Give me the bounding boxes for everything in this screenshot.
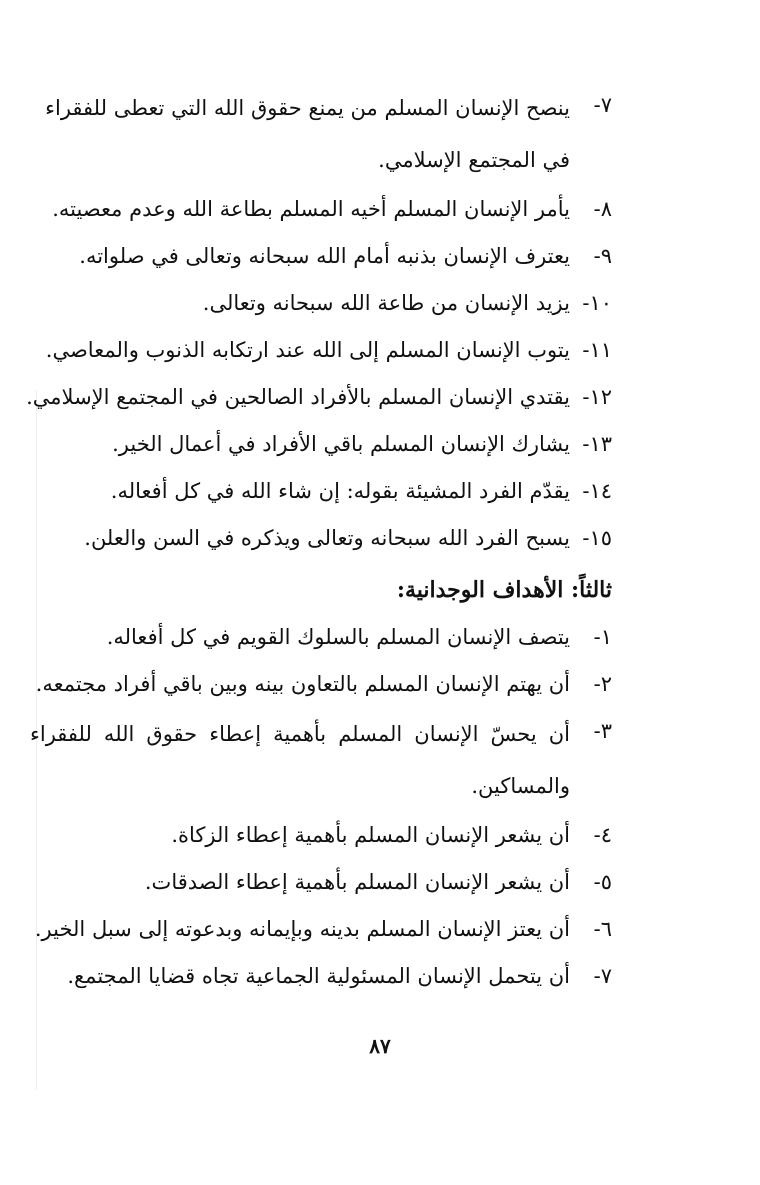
item-text: يسبح الفرد الله سبحانه وتعالى ويذكره في السن والعلن. [84,526,570,550]
list-item [0,515,760,562]
list-item [0,906,760,953]
item-text: يزيد الإنسان من طاعة الله سبحانه وتعالى. [202,291,570,315]
list-item [0,421,760,468]
item-number: ٣- [593,719,612,743]
list-item [0,186,760,233]
list-item [0,327,760,374]
list-item [0,812,760,859]
list-item [0,468,760,515]
list-item [0,374,760,421]
item-text: أن يشعر الإنسان المسلم بأهمية إعطاء الصدقات. [144,870,570,894]
item-text: يشارك الإنسان المسلم باقي الأفراد في أعمال الخير. [112,432,570,456]
item-number: ١٤- [582,479,612,503]
item-number: ٦- [593,917,612,941]
item-text: يتوب الإنسان المسلم إلى الله عند ارتكابه الذنوب والمعاصي. [45,338,570,362]
item-number: ٢- [593,672,612,696]
item-number: ٩- [593,244,612,268]
item-number: ١٠- [582,291,612,315]
item-text: يتصف الإنسان المسلم بالسلوك القويم في كل أفعاله. [106,625,570,649]
item-number: ١٣- [582,432,612,456]
item-number: ٧- [593,964,612,988]
item-number: ١٥- [582,526,612,550]
list-item [0,661,760,708]
item-number: ٤- [593,823,612,847]
list-item [0,708,760,812]
list-item [0,233,760,280]
item-number: ٥- [593,870,612,894]
item-text: أن يشعر الإنسان المسلم بأهمية إعطاء الزكاة. [171,823,570,847]
item-number: ١١- [582,338,612,362]
item-text: يعترف الإنسان بذنبه أمام الله سبحانه وتعالى في صلواته. [79,244,570,268]
list-item [0,859,760,906]
item-number: ١- [593,625,612,649]
item-number: ٧- [593,93,612,117]
page-number: ٨٧ [369,1034,391,1058]
list-item [0,614,760,661]
affective-objectives-list [0,614,760,1000]
item-text: ينصح الإنسان المسلم من يمنع حقوق الله التي تعطى للفقراء في المجتمع الإسلامي. [45,96,570,172]
item-text: أن يتحمل الإنسان المسئولية الجماعية تجاه قضايا المجتمع. [67,964,570,988]
item-text: يقدّم الفرد المشيئة بقوله: إن شاء الله في كل أفعاله. [110,479,570,503]
item-text: يأمر الإنسان المسلم أخيه المسلم بطاعة الله وعدم معصيته. [52,197,570,221]
list-item [0,280,760,327]
item-text: أن يعتز الإنسان المسلم بدينه وبإيمانه وبدعوته إلى سبل الخير. [34,917,570,941]
list-item [0,82,760,186]
section-heading: ثالثاً: الأهداف الوجدانية: [396,577,612,603]
objectives-list-continued [0,82,760,562]
item-number: ٨- [593,197,612,221]
item-text: أن يحسّ الإنسان المسلم بأهمية إعطاء حقوق الله للفقراء والمساكين. [30,722,570,798]
list-item [0,953,760,1000]
item-number: ١٢- [582,385,612,409]
item-text: أن يهتم الإنسان المسلم بالتعاون بينه وبين باقي أفراد مجتمعه. [35,672,570,696]
item-text: يقتدي الإنسان المسلم بالأفراد الصالحين في المجتمع الإسلامي. [26,385,570,409]
